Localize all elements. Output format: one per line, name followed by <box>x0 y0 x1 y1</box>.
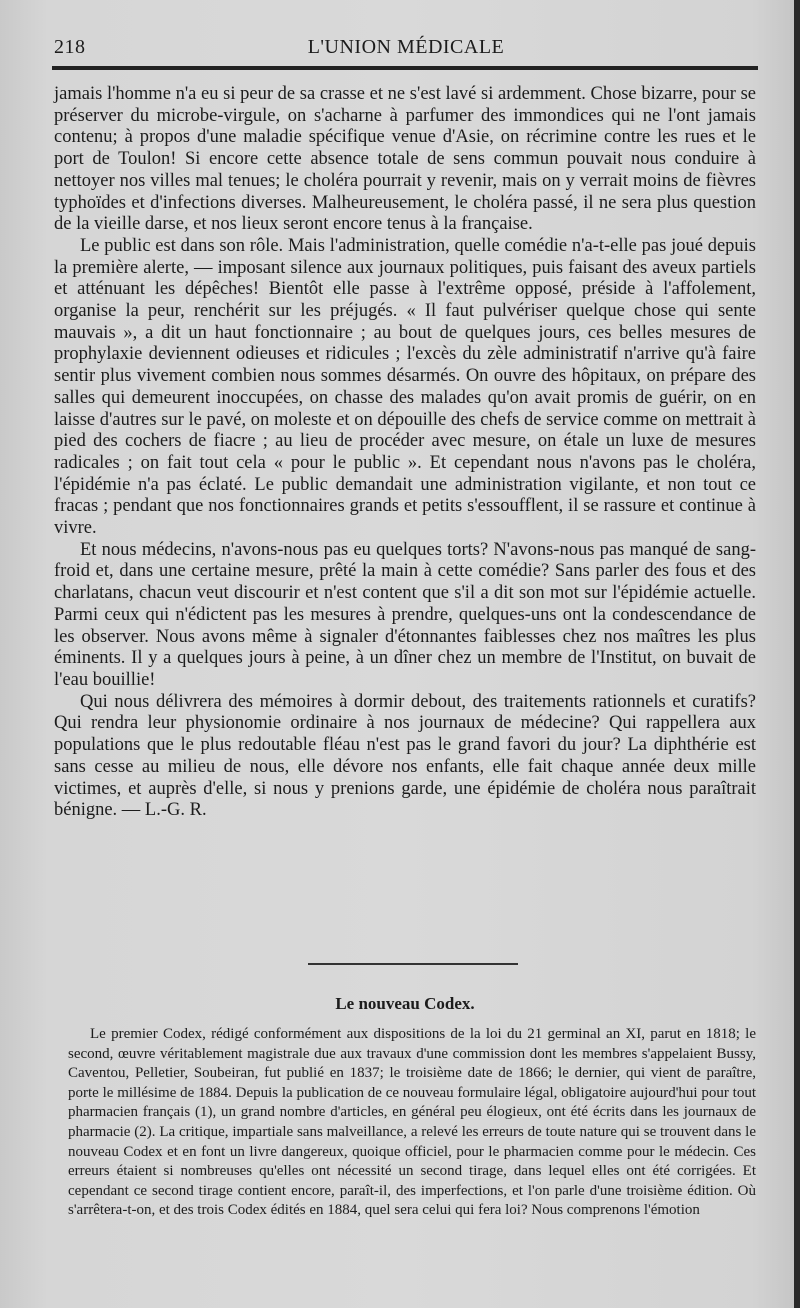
section-separator <box>308 963 518 965</box>
page-number: 218 <box>54 36 86 58</box>
paragraph-1: jamais l'homme n'a eu si peur de sa crasse et ne s'est lavé si ardemment. Chose bizarre, pour se préserver du microbe-virgule, on s'acharne à parfumer des immondices qui ne l'ont jamais contenu; à propos d'une maladie spécifique venue d'Asie, on récrimine contre les rues et le port de Toulon! Si encore cette absence totale de sens commun pouvait nous conduire à nettoyer nos villes mal tenues; le choléra pourrait y revenir, mais on y verrait moins de fièvres typhoïdes et d'infections diverses. Malheureusement, le choléra passé, il ne sera plus question de la vieille darse, et nos lieux seront encore tenus à la française. <box>54 84 756 235</box>
paragraph-4: Qui nous délivrera des mémoires à dormir debout, des traitements rationnels et curatifs? Qui rendra leur physionomie ordinaire à nos journaux de médecine? Qui rappellera aux populations que le plus redoutable fléau n'est pas le grand favori du jour? La diphthérie est sans cesse au milieu de nous, elle dévore nos enfants, elle fait chaque année deux mille victimes, et auprès d'elle, si nous y prenions garde, une épidémie de choléra nous paraîtrait bénigne. — L.-G. R. <box>54 691 756 821</box>
header-rule <box>52 66 758 70</box>
section-body <box>68 1025 756 1221</box>
article-body <box>54 84 756 822</box>
running-header <box>54 36 758 70</box>
paragraph-3: Et nous médecins, n'avons-nous pas eu quelques torts? N'avons-nous pas manqué de sang-froid et, dans une certaine mesure, prêté la main à cette comédie? Sans parler des fous et des charlatans, chacun veut discourir et n'est content que s'il a dit son mot sur l'épidémie actuelle. Parmi ceux qui n'édictent pas les mesures à prendre, quelques-uns ont la condescendance de les observer. Nous avons même à signaler d'étonnantes faiblesses chez nos maîtres les plus éminents. Il y a quelques jours à peine, à un dîner chez un membre de l'Institut, on buvait de l'eau bouillie! <box>54 539 756 690</box>
journal-title: L'UNION MÉDICALE <box>307 36 505 58</box>
section-title: Le nouveau Codex. <box>335 994 475 1013</box>
section-paragraph: Le premier Codex, rédigé conformément aux dispositions de la loi du 21 germinal an XI, parut en 1818; le second, œuvre véritablement magistrale due aux travaux d'une commission dont les membres s'appelaient Bussy, Caventou, Pelletier, Soubeiran, fut publié en 1837; le troisième date de 1866; le dernier, qui vient de paraître, porte le millésime de 1884. Depuis la publication de ce nouveau formulaire légal, obligatoire aujourd'hui pour tout pharmacien français (1), un grand nombre d'articles, en général peu élogieux, ont été écrits dans les journaux de pharmacie (2). La critique, impartiale sans malveillance, a relevé les erreurs de toute nature qui se trouvent dans le nouveau Codex et en font un livre dangereux, quoique officiel, pour le pharmacien comme pour le médecin. Ces erreurs étaient si nombreuses qu'elles ont nécessité un second tirage, dans lequel elles ont été corrigées. Et cependant ce second tirage contient encore, paraît-il, des imperfections, et l'on parle d'une troisième édition. Où s'arrêtera-t-on, et des trois Codex édités en 1884, quel sera celui qui fera loi? Nous comprenons l'émotion <box>68 1026 756 1219</box>
paragraph-2: Le public est dans son rôle. Mais l'administration, quelle comédie n'a-t-elle pas joué depuis la première alerte, — imposant silence aux journaux politiques, puis faisant des aveux partiels et atténuant les dépêches! Bientôt elle passe à l'extrême opposé, préside à l'affolement, organise la peur, renchérit sur les préjugés. « Il faut pulvériser quelque chose qui sente mauvais », a dit un haut fonctionnaire ; au bout de quelques jours, ces belles mesures de prophylaxie deviennent odieuses et ridicules ; l'excès du zèle administratif n'arrive qu'à faire sentir plus vivement combien nous sommes désarmés. On ouvre des hôpitaux, on prépare des salles qui demeurent inoccupées, on chasse des malades qu'on avait promis de guérir, on en laisse d'autres sur le pavé, on moleste et on dépouille des chefs de service comme on mettrait à pied des cochers de fiacre ; au lieu de procéder avec mesure, on étale un luxe de mesures radicales ; on fait tout cela « pour le public ». Et cependant nous n'avons pas le choléra, l'épidémie n'a pas éclaté. Le public demandait une administration vigilante, et non tout ce fracas ; pendant que nos fonctionnaires grands et petits s'essoufflent, il se rassure et continue à vivre. <box>54 235 756 539</box>
